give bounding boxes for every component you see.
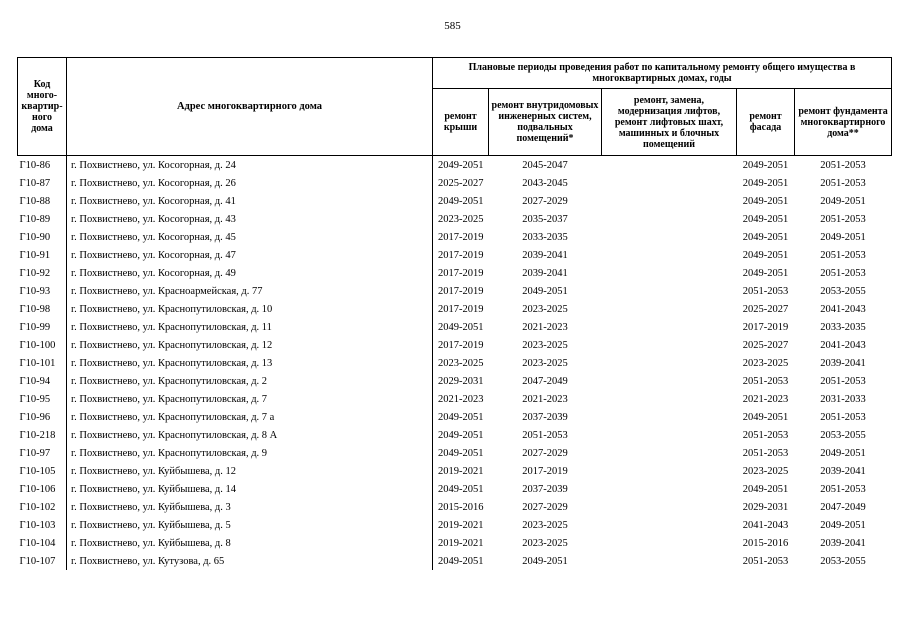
table-row xyxy=(18,192,892,210)
table-row xyxy=(18,174,892,192)
cell-elevators xyxy=(602,498,737,516)
cell-roof: 2017-2019 xyxy=(438,267,484,279)
cell-code: Г10-102 xyxy=(18,498,67,516)
cell-elevators xyxy=(602,300,737,318)
cell-systems: 2033-2035 xyxy=(522,231,568,243)
cell-systems: 2023-2025 xyxy=(522,537,568,549)
cell-foundation: 2051-2053 xyxy=(820,483,866,495)
header-address: Адрес многоквартирного дома xyxy=(67,58,433,156)
cell-code: Г10-97 xyxy=(18,444,67,462)
cell-systems: 2023-2025 xyxy=(522,303,568,315)
cell-elevators xyxy=(602,390,737,408)
header-foundation: ремонт фундамента многоквартирного дома** xyxy=(795,89,892,156)
cell-roof: 2049-2051 xyxy=(438,429,484,441)
cell-facade: 2051-2053 xyxy=(742,555,789,567)
page-number: 585 xyxy=(444,20,461,32)
table-row xyxy=(18,426,892,444)
cell-systems: 2047-2049 xyxy=(522,375,568,387)
cell-foundation: 2051-2053 xyxy=(820,213,866,225)
cell-foundation: 2033-2035 xyxy=(820,321,866,333)
cell-facade: 2025-2027 xyxy=(742,303,789,315)
cell-foundation: 2051-2053 xyxy=(820,249,866,261)
cell-roof: 2049-2051 xyxy=(438,321,484,333)
cell-systems: 2039-2041 xyxy=(522,267,568,279)
cell-facade: 2049-2051 xyxy=(737,156,795,175)
cell-systems: 2021-2023 xyxy=(522,321,568,333)
cell-roof: 2049-2051 xyxy=(433,156,489,175)
cell-facade: 2049-2051 xyxy=(742,483,789,495)
cell-facade: 2017-2019 xyxy=(742,321,789,333)
cell-address: г. Похвистнево, ул. Куйбышева, д. 14 xyxy=(67,480,433,498)
cell-roof: 2049-2051 xyxy=(438,483,484,495)
cell-facade: 2051-2053 xyxy=(742,375,789,387)
cell-facade: 2051-2053 xyxy=(742,429,789,441)
cell-foundation: 2031-2033 xyxy=(820,393,866,405)
cell-address: г. Похвистнево, ул. Красноармейская, д. 77 xyxy=(67,282,433,300)
cell-code: Г10-89 xyxy=(18,210,67,228)
cell-foundation: 2039-2041 xyxy=(820,465,866,477)
cell-address: г. Похвистнево, ул. Косогорная, д. 41 xyxy=(67,192,433,210)
header-facade: ремонт фасада xyxy=(737,89,795,156)
cell-foundation: 2053-2055 xyxy=(820,429,866,441)
cell-elevators xyxy=(602,282,737,300)
cell-code: Г10-93 xyxy=(18,282,67,300)
cell-elevators xyxy=(602,174,737,192)
cell-foundation: 2051-2053 xyxy=(795,156,892,175)
header-code: Код много-квартир-ного дома xyxy=(18,58,67,156)
cell-roof: 2029-2031 xyxy=(438,375,484,387)
cell-address: г. Похвистнево, ул. Косогорная, д. 49 xyxy=(67,264,433,282)
cell-elevators xyxy=(602,192,737,210)
cell-facade: 2049-2051 xyxy=(742,177,789,189)
header-elevators: ремонт, замена, модернизация лифтов, ремонт лифтовых шахт, машинных и блочных помещений xyxy=(602,89,737,156)
cell-facade: 2049-2051 xyxy=(742,213,789,225)
cell-elevators xyxy=(602,354,737,372)
cell-foundation: 2039-2041 xyxy=(820,537,866,549)
cell-code: Г10-88 xyxy=(18,192,67,210)
cell-roof: 2049-2051 xyxy=(438,447,484,459)
cell-elevators xyxy=(602,534,737,552)
table-row xyxy=(18,534,892,552)
cell-address: г. Похвистнево, ул. Краснопутиловская, д. 10 xyxy=(67,300,433,318)
cell-code: Г10-98 xyxy=(18,300,67,318)
cell-facade: 2049-2051 xyxy=(742,231,789,243)
table-row xyxy=(18,462,892,480)
cell-roof: 2017-2019 xyxy=(438,303,484,315)
table-row xyxy=(18,408,892,426)
cell-systems: 2017-2019 xyxy=(522,465,568,477)
cell-code: Г10-94 xyxy=(18,372,67,390)
cell-code: Г10-107 xyxy=(18,552,67,570)
cell-foundation: 2051-2053 xyxy=(820,267,866,279)
cell-elevators xyxy=(602,426,737,444)
cell-elevators xyxy=(602,480,737,498)
cell-systems: 2051-2053 xyxy=(522,429,568,441)
cell-code: Г10-96 xyxy=(18,408,67,426)
table-row xyxy=(18,336,892,354)
cell-foundation: 2049-2051 xyxy=(820,195,866,207)
cell-foundation: 2039-2041 xyxy=(820,357,866,369)
table-row xyxy=(18,354,892,372)
cell-systems: 2035-2037 xyxy=(522,213,568,225)
cell-address: г. Похвистнево, ул. Косогорная, д. 24 xyxy=(67,156,433,175)
table-row xyxy=(18,480,892,498)
table-row xyxy=(18,264,892,282)
table-row xyxy=(18,372,892,390)
cell-address: г. Похвистнево, ул. Краснопутиловская, д. 13 xyxy=(67,354,433,372)
cell-elevators xyxy=(602,228,737,246)
cell-address: г. Похвистнево, ул. Краснопутиловская, д. 7 xyxy=(67,390,433,408)
cell-address: г. Похвистнево, ул. Кутузова, д. 65 xyxy=(67,552,433,570)
cell-roof: 2017-2019 xyxy=(438,339,484,351)
cell-systems: 2043-2045 xyxy=(522,177,568,189)
cell-code: Г10-99 xyxy=(18,318,67,336)
cell-roof: 2049-2051 xyxy=(438,195,484,207)
cell-facade: 2051-2053 xyxy=(742,285,789,297)
cell-facade: 2029-2031 xyxy=(742,501,789,513)
cell-foundation: 2051-2053 xyxy=(820,411,866,423)
cell-facade: 2049-2051 xyxy=(742,411,789,423)
cell-facade: 2041-2043 xyxy=(742,519,789,531)
cell-roof: 2019-2021 xyxy=(438,465,484,477)
table-row xyxy=(18,390,892,408)
table-body xyxy=(18,156,892,571)
cell-address: г. Похвистнево, ул. Куйбышева, д. 5 xyxy=(67,516,433,534)
cell-code: Г10-100 xyxy=(18,336,67,354)
cell-facade: 2049-2051 xyxy=(742,195,789,207)
cell-facade: 2049-2051 xyxy=(742,249,789,261)
cell-elevators xyxy=(602,444,737,462)
cell-systems: 2049-2051 xyxy=(522,285,568,297)
cell-address: г. Похвистнево, ул. Краснопутиловская, д. 7 а xyxy=(67,408,433,426)
repair-schedule-table xyxy=(17,57,892,570)
cell-code: Г10-101 xyxy=(18,354,67,372)
cell-code: Г10-103 xyxy=(18,516,67,534)
header-periods: Плановые периоды проведения работ по капитальному ремонту общего имущества в многоквартирных домах, годы xyxy=(433,58,892,89)
cell-elevators xyxy=(602,264,737,282)
cell-roof: 2019-2021 xyxy=(438,519,484,531)
cell-code: Г10-90 xyxy=(18,228,67,246)
table-row xyxy=(18,300,892,318)
cell-systems: 2037-2039 xyxy=(522,483,568,495)
cell-roof: 2017-2019 xyxy=(438,231,484,243)
cell-address: г. Похвистнево, ул. Краснопутиловская, д. 8 А xyxy=(67,426,433,444)
cell-roof: 2017-2019 xyxy=(438,249,484,261)
cell-roof: 2023-2025 xyxy=(438,357,484,369)
cell-roof: 2019-2021 xyxy=(438,537,484,549)
table-header xyxy=(18,58,892,156)
cell-systems: 2023-2025 xyxy=(522,357,568,369)
cell-elevators xyxy=(602,246,737,264)
cell-roof: 2015-2016 xyxy=(438,501,484,513)
cell-address: г. Похвистнево, ул. Краснопутиловская, д. 2 xyxy=(67,372,433,390)
cell-facade: 2023-2025 xyxy=(742,357,789,369)
cell-code: Г10-87 xyxy=(18,174,67,192)
cell-roof: 2049-2051 xyxy=(438,411,484,423)
table-row xyxy=(18,318,892,336)
cell-systems: 2049-2051 xyxy=(522,555,568,567)
cell-roof: 2021-2023 xyxy=(438,393,484,405)
cell-code: Г10-105 xyxy=(18,462,67,480)
cell-elevators xyxy=(602,210,737,228)
cell-systems: 2027-2029 xyxy=(522,447,568,459)
cell-address: г. Похвистнево, ул. Косогорная, д. 45 xyxy=(67,228,433,246)
cell-foundation: 2041-2043 xyxy=(820,339,866,351)
cell-code: Г10-104 xyxy=(18,534,67,552)
table-row xyxy=(18,156,892,175)
cell-address: г. Похвистнево, ул. Косогорная, д. 26 xyxy=(67,174,433,192)
cell-elevators xyxy=(602,462,737,480)
cell-foundation: 2053-2055 xyxy=(820,285,866,297)
cell-code: Г10-95 xyxy=(18,390,67,408)
cell-foundation: 2041-2043 xyxy=(820,303,866,315)
table-row xyxy=(18,246,892,264)
cell-address: г. Похвистнево, ул. Куйбышева, д. 3 xyxy=(67,498,433,516)
cell-elevators xyxy=(602,372,737,390)
cell-foundation: 2051-2053 xyxy=(820,375,866,387)
cell-code: Г10-106 xyxy=(18,480,67,498)
cell-systems: 2021-2023 xyxy=(522,393,568,405)
cell-systems: 2045-2047 xyxy=(489,156,602,175)
cell-elevators xyxy=(602,408,737,426)
cell-code: Г10-91 xyxy=(18,246,67,264)
cell-foundation: 2047-2049 xyxy=(820,501,866,513)
cell-address: г. Похвистнево, ул. Краснопутиловская, д. 9 xyxy=(67,444,433,462)
cell-systems: 2027-2029 xyxy=(522,195,568,207)
cell-facade: 2049-2051 xyxy=(742,267,789,279)
cell-foundation: 2049-2051 xyxy=(820,231,866,243)
cell-roof: 2017-2019 xyxy=(438,285,484,297)
cell-roof: 2025-2027 xyxy=(438,177,484,189)
cell-systems: 2039-2041 xyxy=(522,249,568,261)
cell-systems: 2037-2039 xyxy=(522,411,568,423)
table-row xyxy=(18,498,892,516)
cell-address: г. Похвистнево, ул. Косогорная, д. 47 xyxy=(67,246,433,264)
cell-systems: 2027-2029 xyxy=(522,501,568,513)
cell-roof: 2023-2025 xyxy=(438,213,484,225)
cell-foundation: 2049-2051 xyxy=(820,447,866,459)
cell-elevators xyxy=(602,552,737,570)
cell-foundation: 2049-2051 xyxy=(820,519,866,531)
table-row xyxy=(18,282,892,300)
cell-facade: 2023-2025 xyxy=(742,465,789,477)
table-row xyxy=(18,552,892,570)
cell-elevators xyxy=(602,156,737,175)
cell-code: Г10-86 xyxy=(18,156,67,175)
cell-address: г. Похвистнево, ул. Краснопутиловская, д. 12 xyxy=(67,336,433,354)
cell-foundation: 2053-2055 xyxy=(820,555,866,567)
header-systems: ремонт внутридомовых инженерных систем, подвальных помещений* xyxy=(489,89,602,156)
cell-code: Г10-92 xyxy=(18,264,67,282)
cell-elevators xyxy=(602,516,737,534)
table-row xyxy=(18,516,892,534)
table-row xyxy=(18,228,892,246)
cell-foundation: 2051-2053 xyxy=(820,177,866,189)
table-row xyxy=(18,210,892,228)
cell-facade: 2025-2027 xyxy=(742,339,789,351)
header-roof: ремонт крыши xyxy=(433,89,489,156)
cell-code: Г10-218 xyxy=(18,426,67,444)
cell-address: г. Похвистнево, ул. Куйбышева, д. 8 xyxy=(67,534,433,552)
cell-address: г. Похвистнево, ул. Куйбышева, д. 12 xyxy=(67,462,433,480)
cell-address: г. Похвистнево, ул. Косогорная, д. 43 xyxy=(67,210,433,228)
cell-systems: 2023-2025 xyxy=(522,519,568,531)
cell-facade: 2051-2053 xyxy=(742,447,789,459)
cell-elevators xyxy=(602,318,737,336)
cell-systems: 2023-2025 xyxy=(522,339,568,351)
cell-address: г. Похвистнево, ул. Краснопутиловская, д. 11 xyxy=(67,318,433,336)
cell-elevators xyxy=(602,336,737,354)
table-row xyxy=(18,444,892,462)
cell-roof: 2049-2051 xyxy=(438,555,484,567)
cell-facade: 2015-2016 xyxy=(742,537,789,549)
cell-facade: 2021-2023 xyxy=(742,393,789,405)
